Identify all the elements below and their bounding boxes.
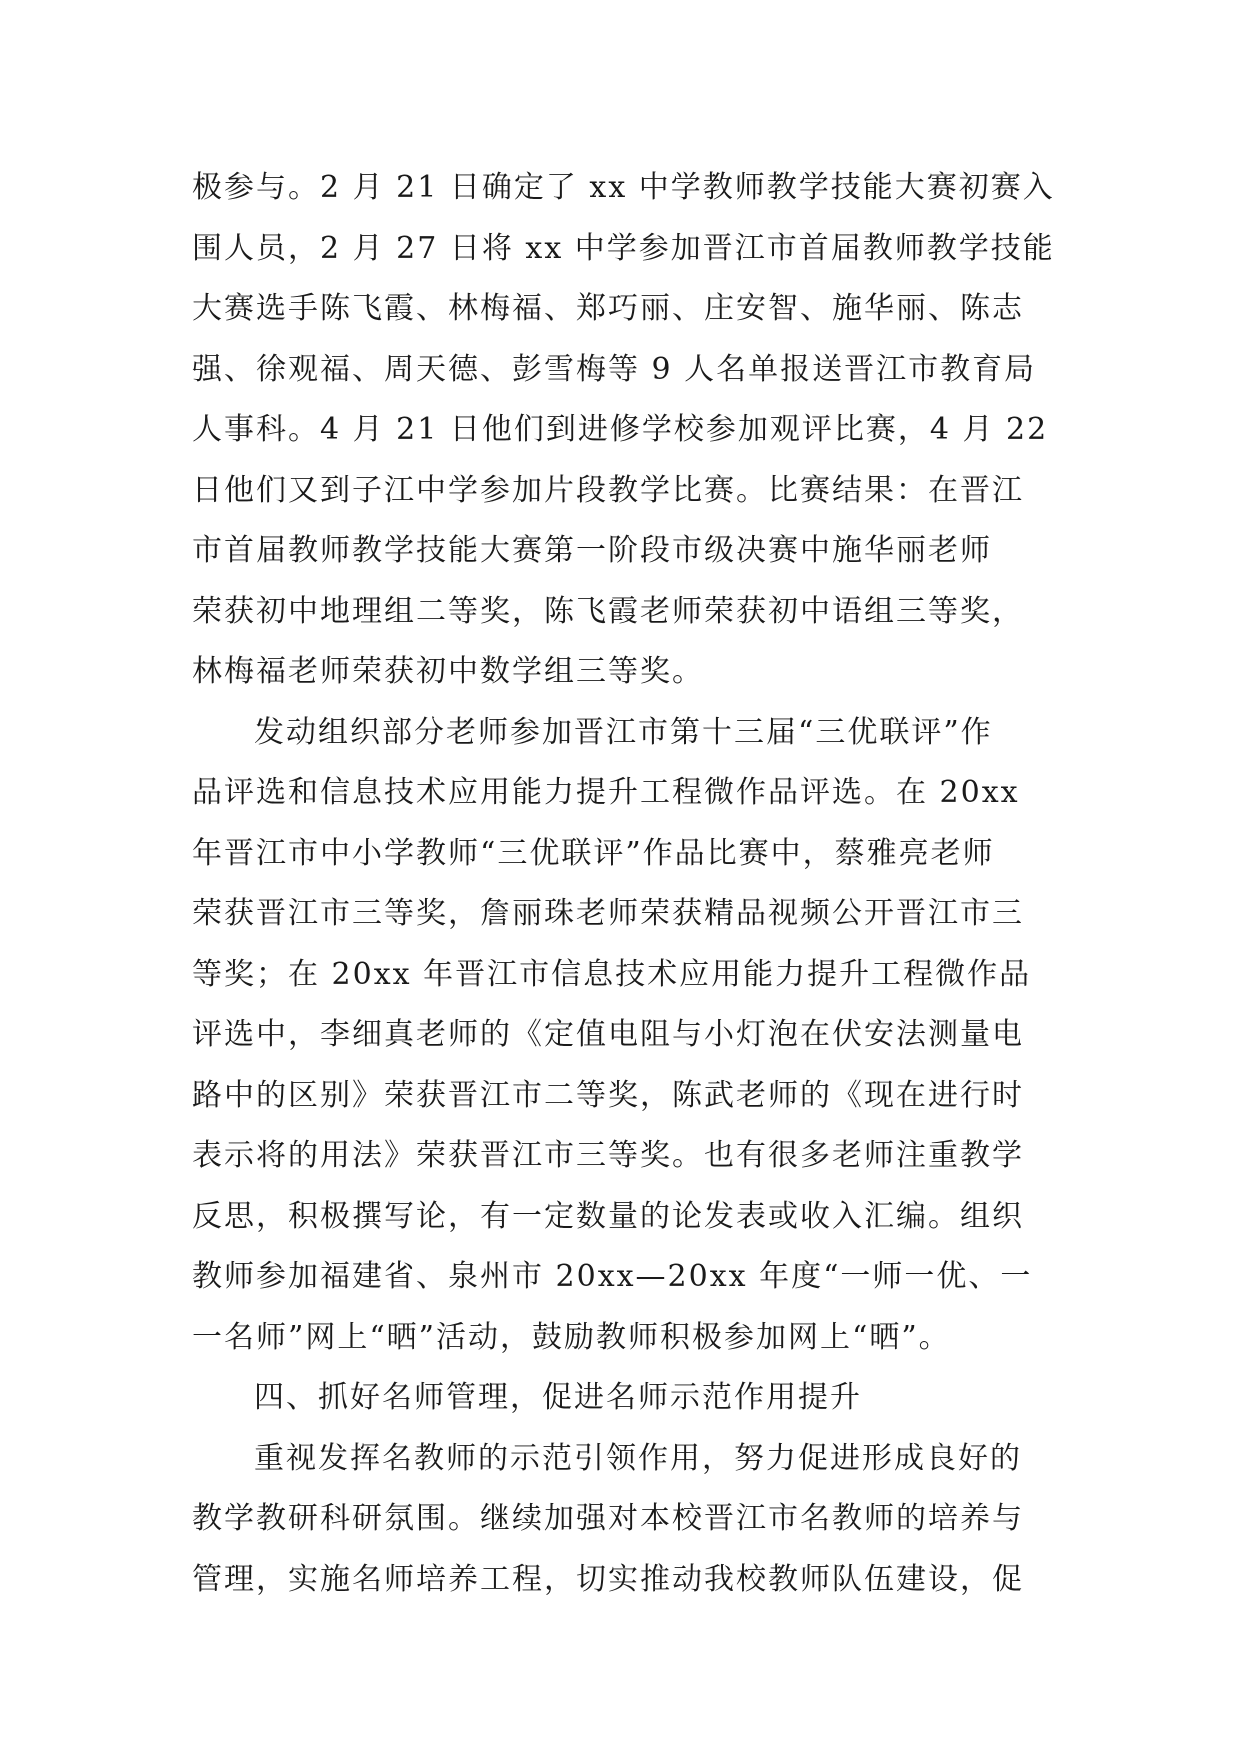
text-line: 林梅福老师荣获初中数学组三等奖。	[192, 654, 704, 689]
text-line: 强、徐观福、周天德、彭雪梅等 9 人名单报送晋江市教育局	[192, 351, 1037, 387]
text-line: 教学教研科研氛围。继续加强对本校晋江市名教师的培养与	[192, 1501, 1024, 1536]
text-line: 反思，积极撰写论，有一定数量的论发表或收入汇编。组织	[192, 1198, 1024, 1234]
text-line: 品评选和信息技术应用能力提升工程微作品评选。在 20xx	[192, 775, 1020, 810]
text-line: 等奖；在 20xx 年晋江市信息技术应用能力提升工程微作品	[192, 956, 1032, 992]
text-line: 一名师”网上“晒”活动，鼓励教师积极参加网上“晒”。	[192, 1319, 951, 1355]
text-line: 管理，实施名师培养工程，切实推动我校教师队伍建设，促	[192, 1561, 1024, 1597]
text-line: 荣获晋江市三等奖，詹丽珠老师荣获精品视频公开晋江市三	[192, 896, 1024, 931]
paragraph-start-line: 重视发挥名教师的示范引领作用，努力促进形成良好的	[254, 1440, 1022, 1476]
paragraph-start-line: 发动组织部分老师参加晋江市第十三届“三优联评”作	[254, 714, 993, 750]
text-line: 人事科。4 月 21 日他们到进修学校参加观评比赛，4 月 22	[192, 412, 1049, 447]
text-line: 评选中，李细真老师的《定值电阻与小灯泡在伏安法测量电	[192, 1017, 1024, 1052]
text-line: 市首届教师教学技能大赛第一阶段市级决赛中施华丽老师	[192, 533, 992, 568]
text-line: 年晋江市中小学教师“三优联评”作品比赛中，蔡雅亮老师	[192, 835, 995, 871]
section-heading: 四、抓好名师管理，促进名师示范作用提升	[254, 1380, 862, 1415]
text-line: 围人员，2 月 27 日将 xx 中学参加晋江市首届教师教学技能	[192, 230, 1055, 266]
text-line: 极参与。2 月 21 日确定了 xx 中学教师教学技能大赛初赛入	[192, 170, 1055, 205]
text-line: 日他们又到子江中学参加片段教学比赛。比赛结果：在晋江	[192, 472, 1024, 508]
text-line: 教师参加福建省、泉州市 20xx—20xx 年度“一师一优、一	[192, 1259, 1033, 1294]
body-text	[192, 158, 1062, 1610]
text-line: 路中的区别》荣获晋江市二等奖，陈武老师的《现在进行时	[192, 1077, 1024, 1113]
text-line: 大赛选手陈飞霞、林梅福、郑巧丽、庄安智、施华丽、陈志	[192, 291, 1024, 326]
text-line: 荣获初中地理组二等奖，陈飞霞老师荣获初中语组三等奖，	[192, 593, 1024, 629]
text-line: 表示将的用法》荣获晋江市三等奖。也有很多老师注重教学	[192, 1138, 1024, 1173]
